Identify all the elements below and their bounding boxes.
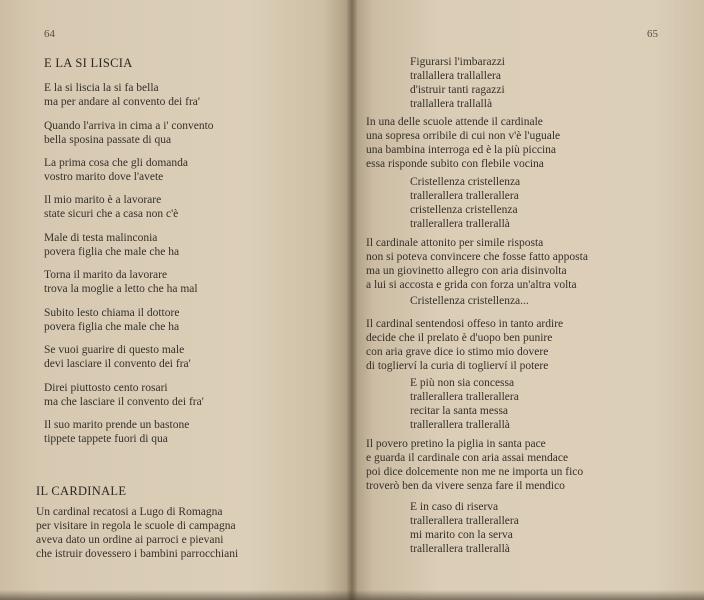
page-number: 65 xyxy=(647,28,658,40)
verse-line: d'istruir tanti ragazzi xyxy=(410,84,505,96)
verse-line: vostro marito dove l'avete xyxy=(44,171,164,183)
stanza xyxy=(44,418,189,446)
verse-line: Male di testa malinconia xyxy=(44,232,158,244)
verse-line: povera figlia che male che ha xyxy=(44,321,180,333)
verse-line: Un cardinal recatosi a Lugo di Romagna xyxy=(36,506,223,518)
verse-line: ma per andare al convento dei fra' xyxy=(44,96,200,108)
verse-line: La prima cosa che gli domanda xyxy=(44,157,189,169)
verse-line: non si poteva convincere che fosse fatto apposta xyxy=(366,251,588,263)
verse-line: trallerallera trallerallà xyxy=(410,419,510,431)
verse-line: una sopresa orribile di cui non v'è l'uguale xyxy=(366,130,561,142)
stanza xyxy=(44,193,178,221)
verse-line: e guarda il cardinale con aria assai mendace xyxy=(366,452,569,464)
stanza xyxy=(366,317,563,373)
verse-line: ma che lasciare il convento dei fra' xyxy=(44,396,204,408)
stanza xyxy=(36,505,238,561)
verse-line: Quando l'arriva in cima a i' convento xyxy=(44,120,214,132)
verse-line: ma un giovinetto allegro con aria disinvolta xyxy=(366,265,567,277)
verse-line: trallerallera trallerallera xyxy=(410,391,519,403)
verse-line: con aria grave dice io stimo mio dovere xyxy=(366,346,549,358)
verse-line: In una delle scuole attende il cardinale xyxy=(366,116,543,128)
verse-line: Cristellenza cristellenza... xyxy=(410,295,529,307)
verse-line: trova la moglie a letto che ha mal xyxy=(44,283,198,295)
refrain xyxy=(410,376,519,432)
verse-line: mi marito con la serva xyxy=(410,529,513,541)
book-gutter xyxy=(346,0,358,600)
page-edge-shadow xyxy=(0,590,704,600)
stanza xyxy=(44,268,198,296)
verse-line: a lui si accosta e grida con forza un'altra volta xyxy=(366,279,577,291)
verse-line: trallerallera trallerallà xyxy=(410,218,510,230)
verse-line: E in caso di riserva xyxy=(410,501,499,513)
verse-line: una bambina interroga ed è la più piccina xyxy=(366,144,556,156)
verse-line: povera figlia che male che ha xyxy=(44,246,180,258)
verse-line: bella sposina passate di qua xyxy=(44,134,172,146)
verse-line: Subito lesto chiama il dottore xyxy=(44,307,180,319)
stanza xyxy=(44,119,214,147)
verse-line: di toglierví la curia di toglierví il potere xyxy=(366,360,549,372)
verse-line: decide che il prelato è d'uopo ben punire xyxy=(366,332,553,344)
verse-line: che istruir dovessero i bambini parrocchiani xyxy=(36,548,239,560)
verse-line: Se vuoi guarire di questo male xyxy=(44,344,185,356)
verse-line: Il mio marito è a lavorare xyxy=(44,194,162,206)
verse-line: cristellenza cristellenza xyxy=(410,204,518,216)
refrain xyxy=(410,55,505,111)
verse-line: Il suo marito prende un bastone xyxy=(44,419,190,431)
verse-line: Torna il marito da lavorare xyxy=(44,269,168,281)
stanza xyxy=(366,437,583,493)
verse-line: aveva dato un ordine ai parroci e pievani xyxy=(36,534,224,546)
verse-line: poi dice dolcemente non me ne importa un fico xyxy=(366,466,584,478)
verse-line: Il cardinale attonito per simile risposta xyxy=(366,237,544,249)
stanza xyxy=(44,381,204,409)
stanza xyxy=(44,156,188,184)
verse-line: devi lasciare il convento dei fra' xyxy=(44,358,191,370)
stanza xyxy=(366,115,560,171)
refrain xyxy=(410,500,519,556)
verse-line: E più non sia concessa xyxy=(410,377,515,389)
verse-line: trallallera trallallera xyxy=(410,70,501,82)
poem-title: E LA SI LISCIA xyxy=(44,56,133,70)
verse-line: trallerallera trallerallà xyxy=(410,543,510,555)
verse-line: trallallera trallallà xyxy=(410,98,493,110)
verse-line: E la si liscia la si fa bella xyxy=(44,82,159,94)
verse-line: Direi piuttosto cento rosari xyxy=(44,382,168,394)
stanza xyxy=(44,81,200,109)
verse-line: Il cardinal sentendosi offeso in tanto ardire xyxy=(366,318,564,330)
stanza xyxy=(366,236,588,292)
stanza xyxy=(44,306,179,334)
verse-line: Figurarsi l'imbarazzi xyxy=(410,56,505,68)
stanza xyxy=(44,343,191,371)
verse-line: state sicuri che a casa non c'è xyxy=(44,208,179,220)
verse-line: recitar la santa messa xyxy=(410,405,509,417)
verse-line: essa risponde subito con flebile vocina xyxy=(366,158,544,170)
verse-line: trallerallera trallerallera xyxy=(410,190,519,202)
verse-line: trallerallera trallerallera xyxy=(410,515,519,527)
verse-line: Cristellenza cristellenza xyxy=(410,176,521,188)
second-poem-title: IL CARDINALE xyxy=(36,484,127,498)
verse-line: troverò ben da vivere senza fare il mendico xyxy=(366,480,565,492)
page-number: 64 xyxy=(44,28,55,40)
refrain xyxy=(410,294,529,308)
verse-line: Il povero pretino la piglia in santa pace xyxy=(366,438,546,450)
refrain xyxy=(410,175,520,231)
verse-line: per visitare in regola le scuole di campagna xyxy=(36,520,236,532)
verse-line: tippete tappete fuori di qua xyxy=(44,433,168,445)
right-page xyxy=(352,0,704,600)
stanza xyxy=(44,231,179,259)
